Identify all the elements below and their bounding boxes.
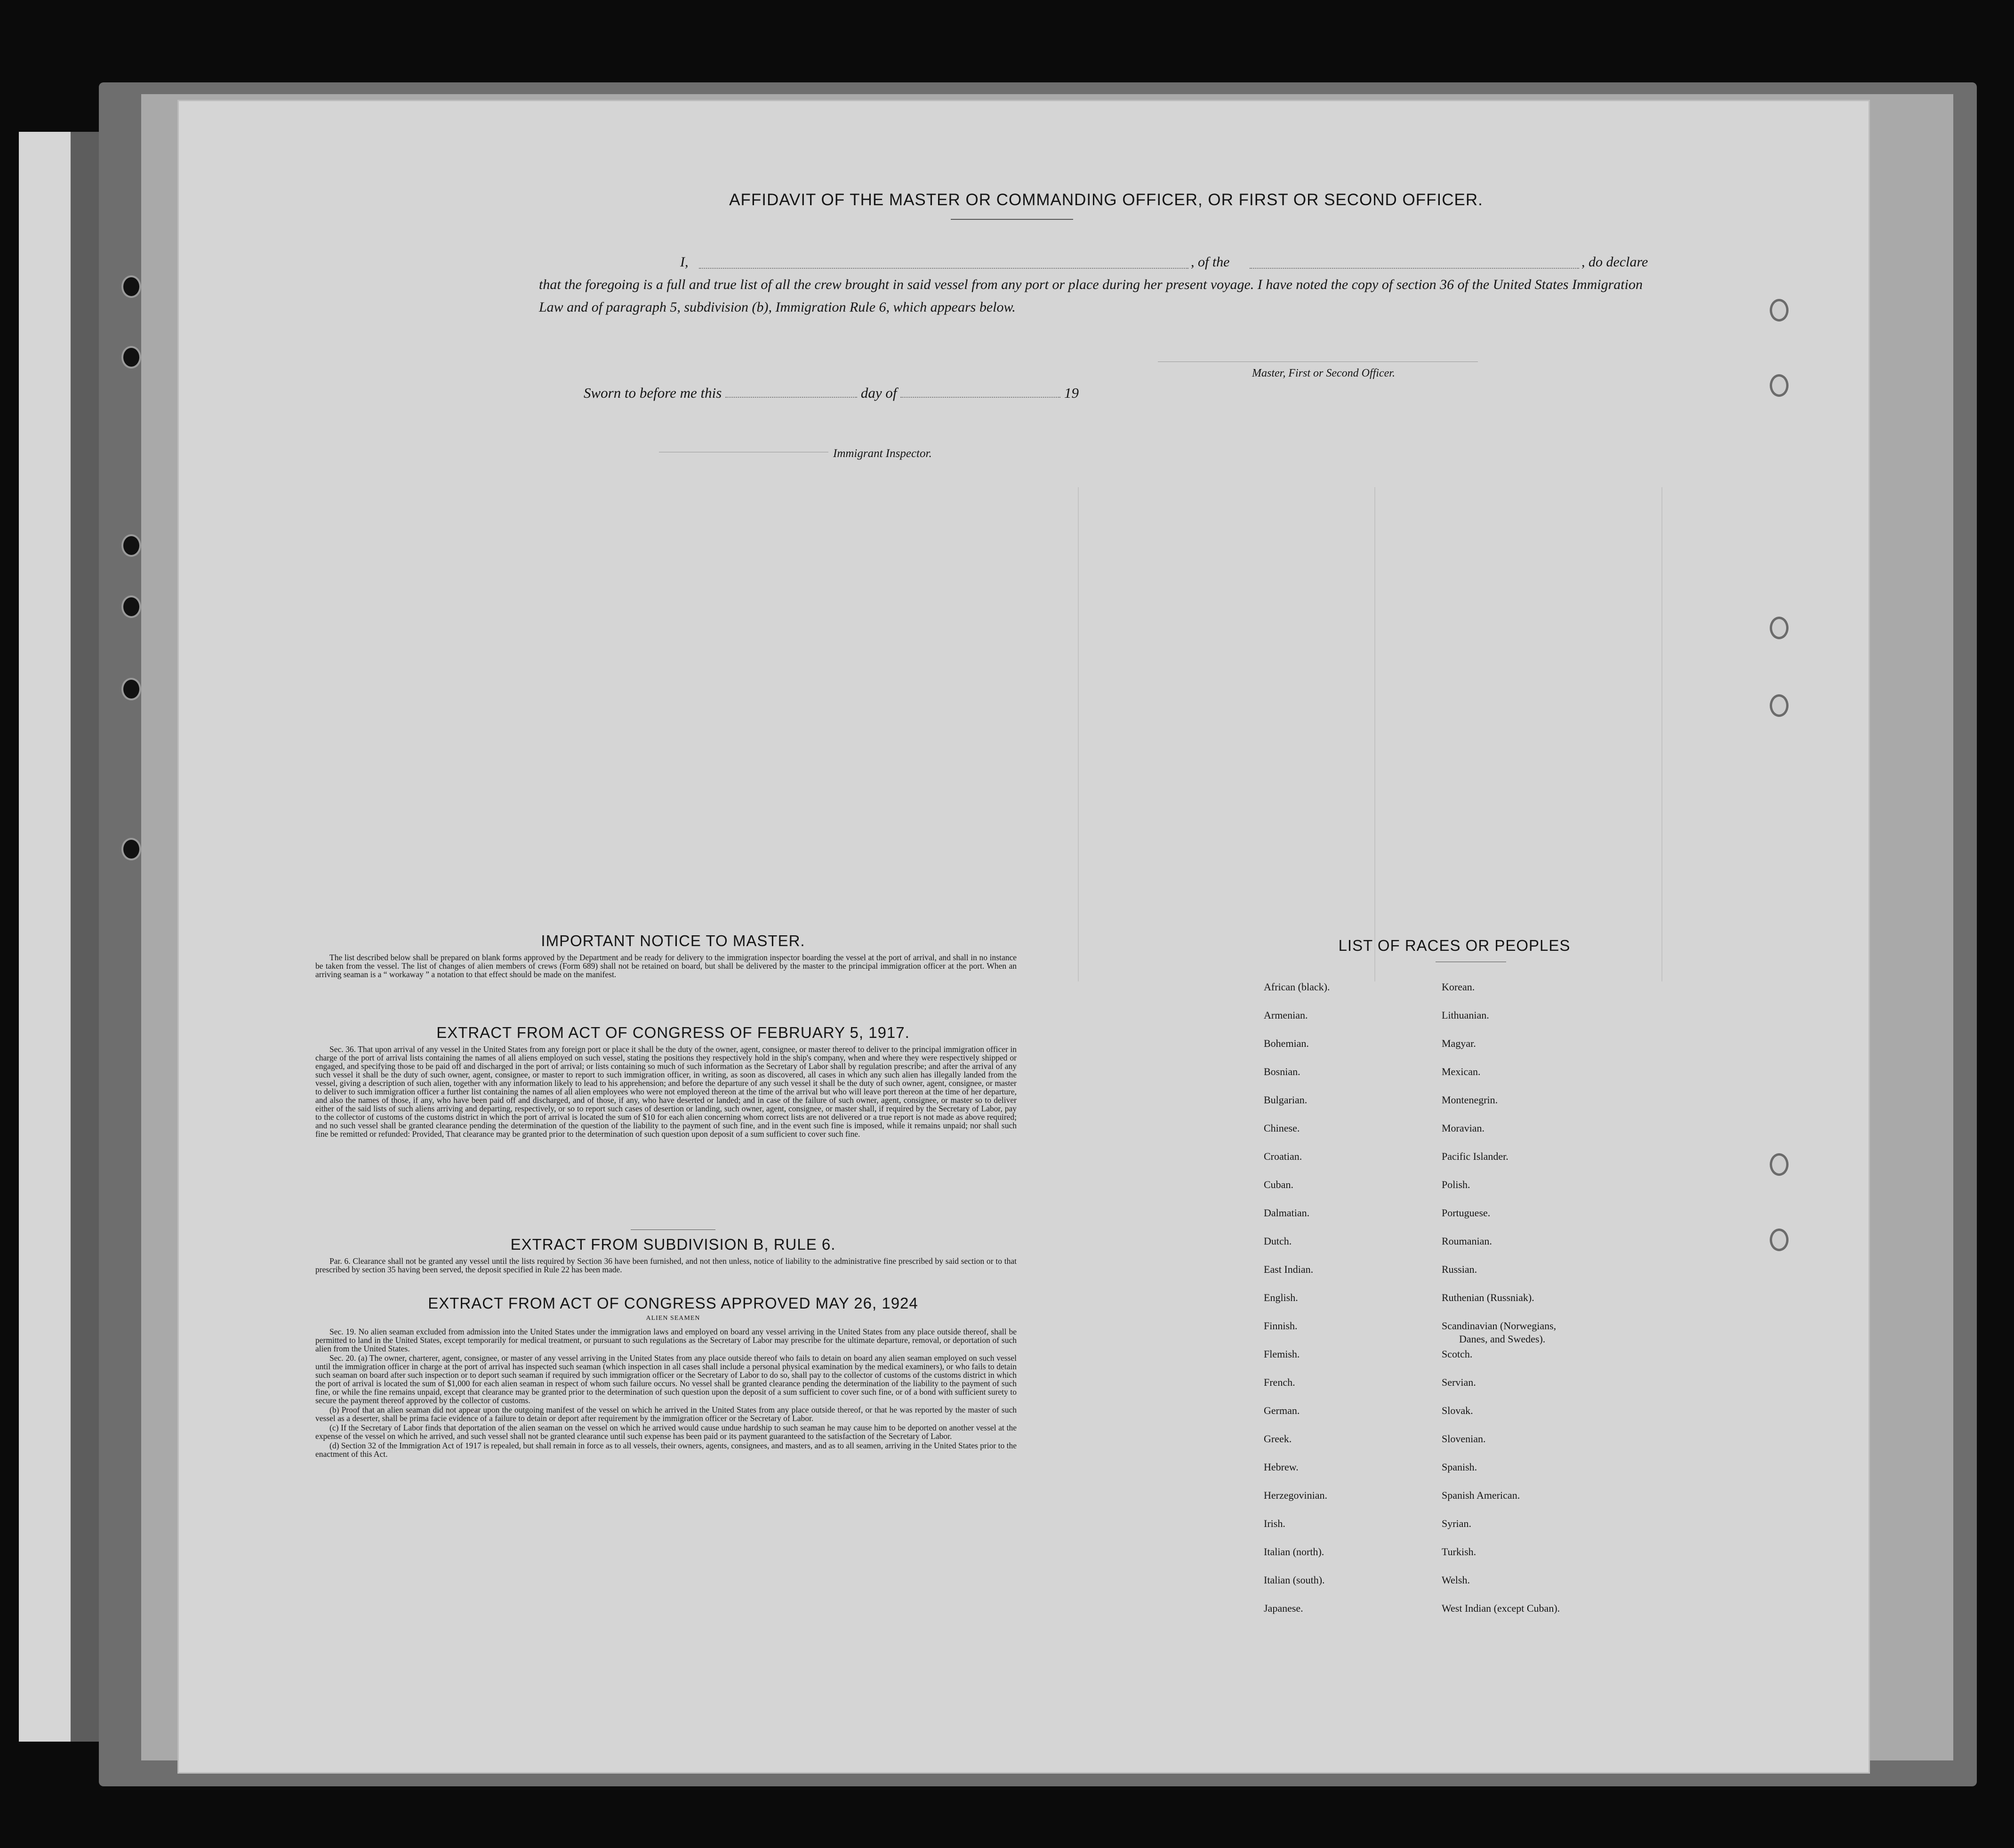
race-right-item: Slovak.: [1442, 1405, 1473, 1416]
signature-label: Master, First or Second Officer.: [1252, 367, 1395, 379]
binder-hole-icon: [121, 838, 141, 860]
binder-hole-icon: [121, 678, 141, 700]
race-right-item: Pacific Islander.: [1442, 1150, 1508, 1162]
act1924-sec20c: (c) If the Secretary of Labor finds that deportation of the alien seaman on the vessel on which he arrived would cause undue hardship to such seaman he may cause him to be deported on another vessel at the expense of the vessel on which he arrived, and such vessel shall not be granted clearance until such expense has been paid or its payment guaranteed to the satisfaction of the Secretary of Labor.: [315, 1423, 1017, 1441]
rule6-title: EXTRACT FROM SUBDIVISION B, RULE 6.: [510, 1236, 836, 1253]
sworn-month-field[interactable]: [900, 384, 1060, 398]
race-left-item: English.: [1264, 1292, 1298, 1303]
race-left-item: Cuban.: [1264, 1179, 1293, 1190]
race-right-item: Servian.: [1442, 1376, 1476, 1388]
name-field[interactable]: [699, 255, 1188, 269]
race-right-item: Russian.: [1442, 1263, 1477, 1275]
punch-hole-icon: [1770, 617, 1789, 639]
race-right-item: Portuguese.: [1442, 1207, 1491, 1219]
race-left-item: Italian (north).: [1264, 1546, 1324, 1558]
race-right-item: Polish.: [1442, 1179, 1470, 1190]
race-right-item-continued: Danes, and Swedes).: [1459, 1333, 1546, 1345]
punch-hole-icon: [1770, 1153, 1789, 1176]
race-right-item: Syrian.: [1442, 1518, 1471, 1529]
punch-hole-icon: [1770, 694, 1789, 717]
race-right-item: Korean.: [1442, 981, 1475, 993]
race-left-item: Dalmatian.: [1264, 1207, 1310, 1219]
notice-title: IMPORTANT NOTICE TO MASTER.: [541, 932, 805, 949]
race-right-item: Magyar.: [1442, 1037, 1476, 1049]
act1924-subtitle: ALIEN SEAMEN: [646, 1315, 700, 1322]
binder-hole-icon: [121, 346, 141, 369]
punch-hole-icon: [1770, 374, 1789, 397]
affidavit-line1-end: , do declare: [1581, 254, 1648, 270]
race-left-item: German.: [1264, 1405, 1300, 1416]
sworn-line: [584, 384, 1079, 402]
bleed-through-line: [1661, 487, 1662, 981]
rule6-text: Par. 6. Clearance shall not be granted any vessel until the lists required by Section 36 have been furnished, and not then unless, notice of liability to the administrative fine prescribed by said section or to that prescribed by section 35 having been served, the deposit specified in Rule 22 has been made.: [315, 1256, 1017, 1274]
binder-strip: [19, 132, 71, 1742]
race-left-item: Hebrew.: [1264, 1461, 1299, 1473]
race-right-item: Spanish.: [1442, 1461, 1477, 1473]
affidavit-body: [539, 251, 1650, 319]
act1924-sec20d: (d) Section 32 of the Immigration Act of 1917 is repealed, but shall remain in force as to all vessels, their owners, agents, consignees, and masters, and as to all seamen, arriving in the United States prior to the enactment of this Act.: [315, 1441, 1017, 1459]
race-left-item: Herzegovinian.: [1264, 1489, 1327, 1501]
notice-text: The list described below shall be prepared on blank forms approved by the Department and be ready for delivery to the immigration inspector boarding the vessel at the port of arrival, and shall in no instance be taken from the vessel. The list of changes of alien members of crews (Form 689) shall not be retained on board, but shall be delivered by the master to the principal immigration officer at the port. When an arriving seaman is a “ workaway ” a notation to that effect should be made on the manifest.: [315, 953, 1017, 979]
race-left-item: Japanese.: [1264, 1602, 1303, 1614]
act1917-body: [315, 1045, 1017, 1139]
punch-hole-icon: [1770, 299, 1789, 321]
race-right-item: Moravian.: [1442, 1122, 1485, 1134]
punch-hole-icon: [1770, 1229, 1789, 1251]
race-right-item: Ruthenian (Russniak).: [1442, 1292, 1534, 1303]
race-right-item: Spanish American.: [1442, 1489, 1520, 1501]
affidavit-title: AFFIDAVIT OF THE MASTER OR COMMANDING OFFICER, OR FIRST OR SECOND OFFICER.: [729, 191, 1483, 209]
binder-hole-icon: [121, 534, 141, 557]
notice-body: [315, 953, 1017, 980]
bleed-through-line: [1078, 487, 1079, 981]
race-left-item: East Indian.: [1264, 1263, 1314, 1275]
bleed-through-line: [1374, 487, 1375, 981]
act1924-sec20a: Sec. 20. (a) The owner, charterer, agent, consignee, or master of any vessel arriving in the United States from any place outside thereof who fails to detain on board any alien seaman employed on such vessel until the immigration officer in charge at the port of arrival has inspected such seaman (which inspection in all cases shall include a personal physical examination by the medical examiners), or who fails to detain such seaman on board after such inspection or to deport such seaman if required by such immigration officer or the Secretary of Labor to do so, shall pay to the collector of customs of the customs district in which the port of arrival is located the sum of $1,000 for each alien seaman in respect of whom such failure occurs. No vessel shall be granted clearance pending the determination of the liability to the payment of such fine, or while the fine remains unpaid, except that clearance may be granted prior to the determination of such question upon the deposit of a sum sufficient to cover such fine, or of a bond with sufficient surety to secure the payment thereof approved by the collector of customs.: [315, 1353, 1017, 1405]
race-right-item: Montenegrin.: [1442, 1094, 1498, 1106]
race-right-item: Roumanian.: [1442, 1235, 1492, 1247]
binder-hole-icon: [121, 275, 141, 298]
inspector-label: Immigrant Inspector.: [833, 447, 932, 460]
act1924-sec19: Sec. 19. No alien seaman excluded from admission into the United States under the immigration laws and employed on board any vessel arriving in the United States from any place outside thereof, shall be permitted to land in the United States, except temporarily for medical treatment, or pursuant to such regulations as the Secretary of Labor may prescribe for the ultimate departure, removal, or deportation of such alien from the United States.: [315, 1327, 1017, 1353]
race-right-item: Slovenian.: [1442, 1433, 1486, 1445]
race-left-item: French.: [1264, 1376, 1295, 1388]
race-left-item: Bulgarian.: [1264, 1094, 1308, 1106]
race-right-item: Welsh.: [1442, 1574, 1470, 1586]
race-right-item: Mexican.: [1442, 1066, 1481, 1077]
sworn-start: Sworn to before me this: [584, 385, 722, 401]
race-left-item: Finnish.: [1264, 1320, 1298, 1332]
title-rule: [951, 219, 1073, 220]
vessel-field[interactable]: [1250, 255, 1579, 269]
race-left-item: Greek.: [1264, 1433, 1292, 1445]
race-right-item: Scotch.: [1442, 1348, 1473, 1360]
race-left-item: Flemish.: [1264, 1348, 1300, 1360]
race-right-item: Scandinavian (Norwegians,: [1442, 1320, 1557, 1332]
act1917-title: EXTRACT FROM ACT OF CONGRESS OF FEBRUARY 5, 1917.: [436, 1024, 910, 1041]
act1917-text: Sec. 36. That upon arrival of any vessel in the United States from any foreign port or place it shall be the duty of the owner, agent, consignee, or master thereof to deliver to the principal immigration officer in charge of the port of arrival lists containing the names of all aliens employed on such vessel, stating the positions they respectively hold in the ship's company, when and where they were respectively shipped or engaged, and specifying those to be paid off and discharged in the port of arrival; or lists containing so much of such information as the Secretary of Labor shall by regulation prescribe; and after the arrival of any such vessel it shall be the duty of such owner, agent, consignee, or master to report to such immigration officer, in writing, as soon as discovered, all cases in which any such alien has illegally landed from the vessel, giving a description of such alien, together with any information likely to lead to his apprehension; and before the departure of any such vessel it shall be the duty of such owner, agent, consignee, or master to deliver to such immigration officer a further list containing the names of all alien employees who were not employed thereon at the time of the arrival but who will leave port thereon at the time of her departure, and also the names of those, if any, who have been paid off and discharged, and of those, if any, who have deserted or landed; and in case of the failure of such owner, agent, consignee, or master so to deliver either of the said lists of such aliens arriving and departing, respectively, or so to report such cases of desertion or landing, such owner, agent, consignee, or master shall, if required by the Secretary of Labor, pay to the collector of customs of the customs district in which the port of arrival is located the sum of $10 for each alien concerning whom correct lists are not delivered or a true report is not made as above required; and no such vessel shall be granted clearance pending the determination of the question of the liability to the payment of such fine, and in the event such fine is imposed, while it remains unpaid; nor shall such fine be remitted or refunded: Provided, That clearance may be granted prior to the determination of such question upon deposit of a sum sufficient to cover such fine.: [315, 1045, 1017, 1139]
race-left-item: Dutch.: [1264, 1235, 1292, 1247]
race-left-item: Armenian.: [1264, 1009, 1308, 1021]
sworn-year: 19: [1064, 385, 1079, 401]
race-left-item: Irish.: [1264, 1518, 1285, 1529]
races-title: LIST OF RACES OR PEOPLES: [1338, 937, 1571, 954]
act1924-body: [315, 1327, 1017, 1459]
race-left-item: Italian (south).: [1264, 1574, 1325, 1586]
manifest-page: [179, 101, 1869, 1772]
race-right-item: Turkish.: [1442, 1546, 1476, 1558]
binder-hole-icon: [121, 595, 141, 618]
rule6-body: [315, 1257, 1017, 1275]
race-right-item: Lithuanian.: [1442, 1009, 1489, 1021]
race-left-item: African (black).: [1264, 981, 1330, 993]
affidavit-line1-start: I,: [680, 254, 689, 270]
affidavit-statement: that the foregoing is a full and true list of all the crew brought in said vessel from any port or place during her present voyage. I have noted the copy of section 36 of the United States Immigration Law and of paragraph 5, subdivision (b), Immigration Rule 6, which appears below.: [539, 277, 1643, 315]
affidavit-line1-mid: , of the: [1191, 254, 1230, 270]
race-left-item: Bohemian.: [1264, 1037, 1309, 1049]
act1924-title: EXTRACT FROM ACT OF CONGRESS APPROVED MAY 26, 1924: [428, 1294, 918, 1312]
divider: [631, 1229, 715, 1230]
race-right-item: West Indian (except Cuban).: [1442, 1602, 1560, 1614]
race-left-item: Chinese.: [1264, 1122, 1300, 1134]
sworn-mid: day of: [860, 385, 897, 401]
race-left-item: Bosnian.: [1264, 1066, 1300, 1077]
race-left-item: Croatian.: [1264, 1150, 1302, 1162]
act1924-sec20b: (b) Proof that an alien seaman did not appear upon the outgoing manifest of the vessel on which he arrived in the United States from any place outside thereof, or that he was reported by the master of such vessel as a deserter, shall be prima facie evidence of a failure to detain or deport after requirement by the immigration officer or the Secretary of Labor.: [315, 1405, 1017, 1423]
sworn-day-field[interactable]: [725, 384, 857, 398]
